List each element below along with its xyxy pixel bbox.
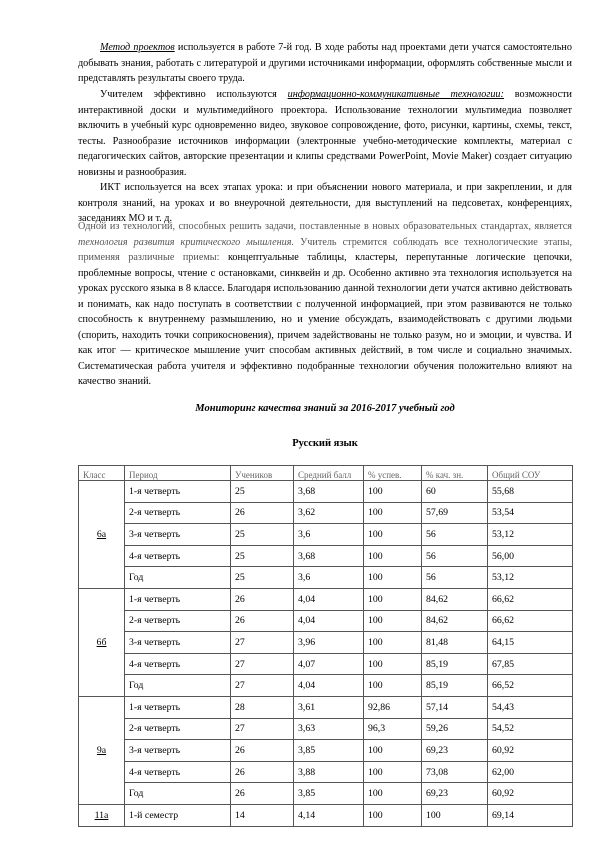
average-cell: 3,6 bbox=[294, 524, 364, 546]
quality-cell: 69,23 bbox=[422, 783, 488, 805]
quality-cell: 69,23 bbox=[422, 740, 488, 762]
table-row bbox=[79, 761, 573, 783]
sou-cell: 53,54 bbox=[488, 502, 573, 524]
sou-cell: 60,92 bbox=[488, 783, 573, 805]
success-cell: 92,86 bbox=[364, 696, 422, 718]
header-class: Класс bbox=[79, 466, 125, 481]
success-cell: 96,3 bbox=[364, 718, 422, 740]
quality-cell: 84,62 bbox=[422, 610, 488, 632]
period-cell: 4-я четверть bbox=[125, 545, 231, 567]
average-cell: 3,62 bbox=[294, 502, 364, 524]
quality-cell: 81,48 bbox=[422, 632, 488, 654]
period-cell: 2-я четверть bbox=[125, 610, 231, 632]
critical-thinking-term: технология развития критического мышления. bbox=[78, 236, 295, 248]
students-cell: 14 bbox=[231, 804, 294, 826]
students-cell: 27 bbox=[231, 653, 294, 675]
success-cell: 100 bbox=[364, 524, 422, 546]
quality-cell: 57,14 bbox=[422, 696, 488, 718]
header-students: Учеников bbox=[231, 466, 294, 481]
period-cell: 1-я четверть bbox=[125, 588, 231, 610]
paragraph-critical-thinking bbox=[78, 219, 572, 390]
students-cell: 27 bbox=[231, 675, 294, 697]
average-cell: 4,04 bbox=[294, 675, 364, 697]
students-cell: 25 bbox=[231, 524, 294, 546]
sou-cell: 66,52 bbox=[488, 675, 573, 697]
paragraph-text: используется в работе 7-й год. В ходе работы над проектами дети учатся самостоятельно добывать знания, работать с литературой и другими источниками информации, оформлять собственные мысли и представлять результаты своего труда. bbox=[78, 42, 572, 84]
monitoring-title: Мониторинг качества знаний за 2016-2017 учебный год bbox=[195, 403, 455, 414]
sou-cell: 66,62 bbox=[488, 610, 573, 632]
success-cell: 100 bbox=[364, 675, 422, 697]
period-cell: 1-я четверть bbox=[125, 481, 231, 503]
paragraph-text: концептуальные таблицы, кластеры, перепутанные логические цепочки, проблемные вопросы, чтение с остановками, синквейн и др. Особенно активно эта технология используется на уроках русского языка в 8 классе. Благодаря использованию данной технологии дети учатся активно действовать и понимать, как надо поступать в соответствии с полученной информацией, при этом развиваются не только способность к внутреннему размышлению, но и умение обсуждать, взаимодействовать с другими людьми (спорить, находить точки соприкосновения), причем задействованы не только разум, но и эмоции, и чувства. И как итог — критическое мышление учит способам активных действий, в том числе и социально значимых. Систематическая работа учителя и эффективно подобранные технологии обучения положительно влияют на качество знаний. bbox=[78, 252, 572, 387]
quality-cell: 59,26 bbox=[422, 718, 488, 740]
header-average: Средний балл bbox=[294, 466, 364, 481]
average-cell: 3,68 bbox=[294, 481, 364, 503]
sou-cell: 54,52 bbox=[488, 718, 573, 740]
class-cell: 6а bbox=[79, 481, 125, 589]
class-cell: 11а bbox=[79, 804, 125, 826]
paragraph-ict bbox=[78, 87, 572, 180]
sou-cell: 56,00 bbox=[488, 545, 573, 567]
paragraph-text: Одной из технологий, способных решить задачи, поставленные в новых образовательных стандартах, является bbox=[78, 221, 572, 232]
quality-cell: 100 bbox=[422, 804, 488, 826]
sou-cell: 62,00 bbox=[488, 761, 573, 783]
average-cell: 3,88 bbox=[294, 761, 364, 783]
sou-cell: 67,85 bbox=[488, 653, 573, 675]
average-cell: 3,6 bbox=[294, 567, 364, 589]
students-cell: 25 bbox=[231, 545, 294, 567]
period-cell: 1-я четверть bbox=[125, 696, 231, 718]
students-cell: 27 bbox=[231, 632, 294, 654]
period-cell: 4-я четверть bbox=[125, 761, 231, 783]
quality-cell: 73,08 bbox=[422, 761, 488, 783]
table-row bbox=[79, 696, 573, 718]
project-method-term: Метод проектов bbox=[100, 42, 175, 53]
students-cell: 26 bbox=[231, 502, 294, 524]
table-row bbox=[79, 718, 573, 740]
average-cell: 4,04 bbox=[294, 588, 364, 610]
students-cell: 26 bbox=[231, 783, 294, 805]
students-cell: 25 bbox=[231, 481, 294, 503]
average-cell: 4,04 bbox=[294, 610, 364, 632]
table-row bbox=[79, 502, 573, 524]
period-cell: Год bbox=[125, 783, 231, 805]
students-cell: 26 bbox=[231, 740, 294, 762]
results-table bbox=[78, 465, 573, 827]
sou-cell: 64,15 bbox=[488, 632, 573, 654]
average-cell: 3,85 bbox=[294, 740, 364, 762]
table-row bbox=[79, 632, 573, 654]
quality-cell: 57,69 bbox=[422, 502, 488, 524]
students-cell: 27 bbox=[231, 718, 294, 740]
period-cell: 3-я четверть bbox=[125, 524, 231, 546]
table-header-row bbox=[79, 466, 573, 481]
table-row bbox=[79, 567, 573, 589]
sou-cell: 69,14 bbox=[488, 804, 573, 826]
paragraph-text: Учитель стремится соблюдать все технологические этапы, применяя различные приемы: bbox=[78, 236, 572, 263]
average-cell: 3,85 bbox=[294, 783, 364, 805]
period-cell: 3-я четверть bbox=[125, 632, 231, 654]
table-row bbox=[79, 481, 573, 503]
header-success: % успев. bbox=[364, 466, 422, 481]
average-cell: 4,14 bbox=[294, 804, 364, 826]
class-cell: 9а bbox=[79, 696, 125, 804]
success-cell: 100 bbox=[364, 653, 422, 675]
quality-cell: 85,19 bbox=[422, 653, 488, 675]
period-cell: 1-й семестр bbox=[125, 804, 231, 826]
success-cell: 100 bbox=[364, 481, 422, 503]
quality-cell: 56 bbox=[422, 567, 488, 589]
table-row bbox=[79, 653, 573, 675]
period-cell: 3-я четверть bbox=[125, 740, 231, 762]
average-cell: 3,61 bbox=[294, 696, 364, 718]
period-cell: Год bbox=[125, 675, 231, 697]
period-cell: 4-я четверть bbox=[125, 653, 231, 675]
average-cell: 3,68 bbox=[294, 545, 364, 567]
success-cell: 100 bbox=[364, 567, 422, 589]
table-row bbox=[79, 524, 573, 546]
class-cell: 6б bbox=[79, 588, 125, 696]
success-cell: 100 bbox=[364, 804, 422, 826]
header-quality: % кач. зн. bbox=[422, 466, 488, 481]
average-cell: 3,63 bbox=[294, 718, 364, 740]
results-body bbox=[79, 481, 573, 827]
quality-cell: 85,19 bbox=[422, 675, 488, 697]
period-cell: Год bbox=[125, 567, 231, 589]
students-cell: 26 bbox=[231, 588, 294, 610]
header-period: Период bbox=[125, 466, 231, 481]
success-cell: 100 bbox=[364, 610, 422, 632]
average-cell: 3,96 bbox=[294, 632, 364, 654]
sou-cell: 55,68 bbox=[488, 481, 573, 503]
table-row bbox=[79, 610, 573, 632]
quality-cell: 56 bbox=[422, 545, 488, 567]
students-cell: 26 bbox=[231, 761, 294, 783]
success-cell: 100 bbox=[364, 502, 422, 524]
quality-cell: 60 bbox=[422, 481, 488, 503]
students-cell: 28 bbox=[231, 696, 294, 718]
ict-term: информационно-коммуникативные технологии: bbox=[287, 89, 504, 100]
table-row bbox=[79, 675, 573, 697]
paragraph-text: возможности интерактивной доски и мультимедийного проектора. Использование технологии мультимедиа позволяет включить в учебный курс одновременно видео, звуковое сопровождение, фото, рисунки, картины, схемы, текст, тесты. Разнообразие источников информации (электронные учебно-методические комплекты, материал с педагогических сайтов, авторские презентации и клипы средствами PowerPoint, Movie Maker) создает ситуацию новизны и разнообразия. bbox=[78, 89, 573, 178]
table-row bbox=[79, 740, 573, 762]
quality-cell: 84,62 bbox=[422, 588, 488, 610]
sou-cell: 66,62 bbox=[488, 588, 573, 610]
table-row bbox=[79, 804, 573, 826]
sou-cell: 53,12 bbox=[488, 524, 573, 546]
average-cell: 4,07 bbox=[294, 653, 364, 675]
sou-cell: 60,92 bbox=[488, 740, 573, 762]
subject-title: Русский язык bbox=[292, 438, 358, 449]
success-cell: 100 bbox=[364, 545, 422, 567]
success-cell: 100 bbox=[364, 740, 422, 762]
success-cell: 100 bbox=[364, 761, 422, 783]
paragraph-text: ИКТ используется на всех этапах урока: и при объяснении нового материала, и при закреплении, и для контроля знаний, на уроках и во внеурочной деятельности, для выступлений на педсоветах, конференциях, заседаниях МО и т. д. bbox=[78, 182, 572, 224]
paragraph-text: Учителем эффективно используются bbox=[100, 89, 288, 100]
sou-cell: 54,43 bbox=[488, 696, 573, 718]
table-row bbox=[79, 783, 573, 805]
header-sou: Общий СОУ bbox=[488, 466, 573, 481]
table-row bbox=[79, 545, 573, 567]
students-cell: 25 bbox=[231, 567, 294, 589]
success-cell: 100 bbox=[364, 588, 422, 610]
table-row bbox=[79, 588, 573, 610]
paragraph-project-method bbox=[78, 40, 572, 87]
period-cell: 2-я четверть bbox=[125, 718, 231, 740]
sou-cell: 53,12 bbox=[488, 567, 573, 589]
success-cell: 100 bbox=[364, 632, 422, 654]
period-cell: 2-я четверть bbox=[125, 502, 231, 524]
success-cell: 100 bbox=[364, 783, 422, 805]
quality-cell: 56 bbox=[422, 524, 488, 546]
students-cell: 26 bbox=[231, 610, 294, 632]
